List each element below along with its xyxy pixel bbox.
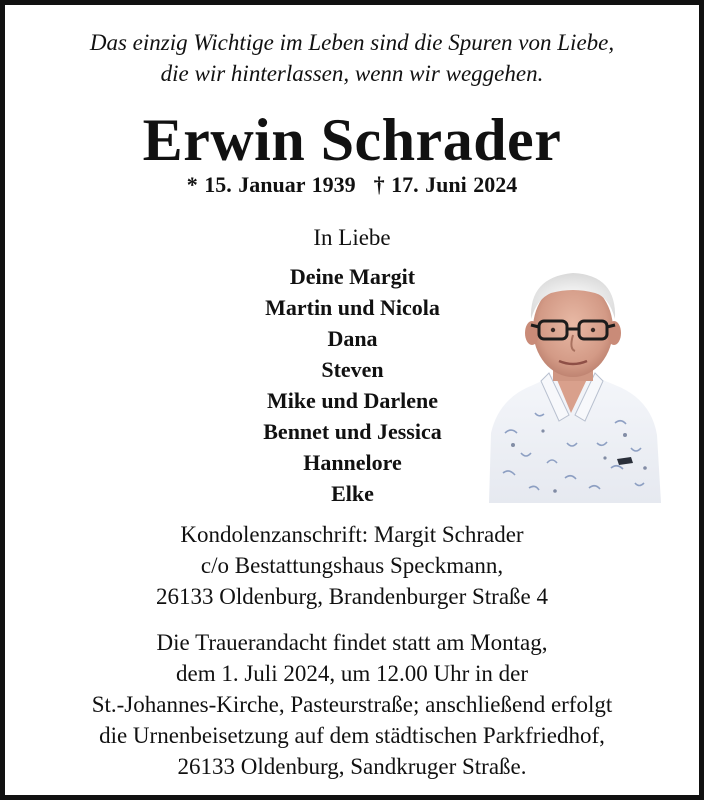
- family-list: [210, 261, 495, 509]
- notice-line: dem 1. Juli 2024, um 12.00 Uhr in der: [176, 661, 528, 686]
- notice-line: St.-Johannes-Kirche, Pasteurstraße; anschließend erfolgt: [91, 692, 613, 717]
- condolence-address: [5, 519, 699, 612]
- address-line: Kondolenzanschrift: Margit Schrader: [180, 522, 524, 547]
- family-member: Bennet und Jessica: [263, 419, 442, 444]
- portrait-photo: [485, 263, 661, 503]
- quote-line: die wir hinterlassen, wenn wir weggehen.: [160, 61, 544, 86]
- funeral-notice: [5, 627, 699, 782]
- notice-line: die Urnenbeisetzung auf dem städtischen Parkfriedhof,: [99, 723, 605, 748]
- birth-date: * 15. Januar 1939: [186, 172, 356, 197]
- deceased-name: Erwin Schrader: [142, 107, 562, 173]
- address-line: 26133 Oldenburg, Brandenburger Straße 4: [156, 584, 548, 609]
- quote-line: Das einzig Wichtige im Leben sind die Spuren von Liebe,: [89, 30, 615, 55]
- family-member: Deine Margit: [289, 264, 416, 289]
- in-love-label: In Liebe: [313, 225, 391, 250]
- family-member: Mike und Darlene: [266, 388, 439, 413]
- address-line: c/o Bestattungshaus Speckmann,: [200, 553, 504, 578]
- family-member: Dana: [327, 326, 378, 351]
- notice-line: Die Trauerandacht findet statt am Montag,: [156, 630, 548, 655]
- death-date: † 17. Juni 2024: [373, 172, 518, 197]
- family-member: Elke: [331, 481, 374, 506]
- family-member: Martin und Nicola: [265, 295, 440, 320]
- notice-line: 26133 Oldenburg, Sandkruger Straße.: [177, 754, 527, 779]
- memorial-quote: [5, 27, 699, 89]
- family-member: Steven: [321, 357, 384, 382]
- life-dates: [5, 171, 699, 199]
- family-member: Hannelore: [303, 450, 402, 475]
